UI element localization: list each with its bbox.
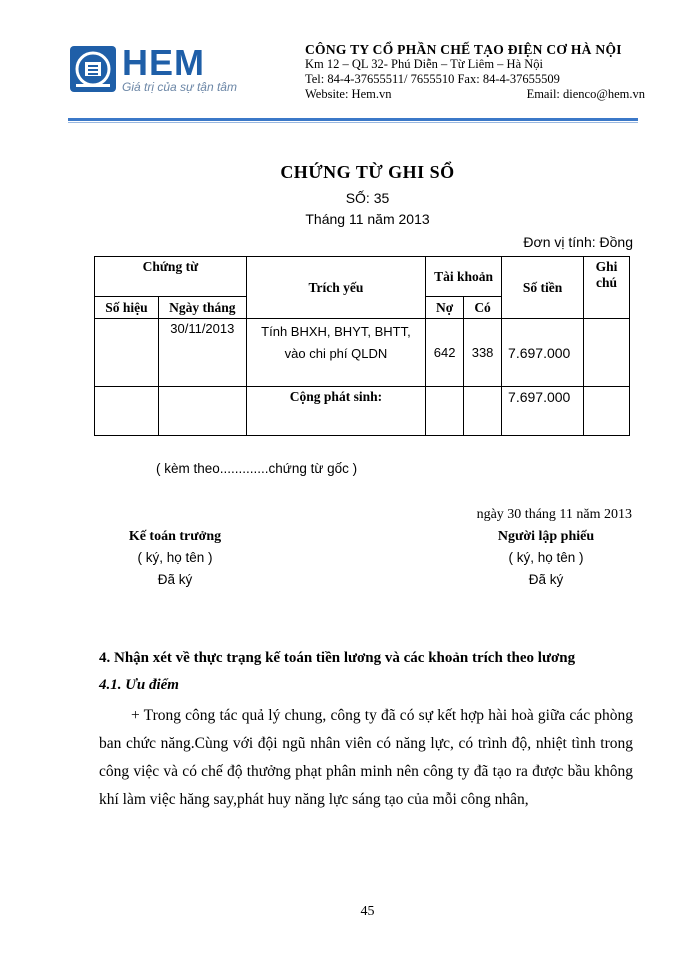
cell-note	[584, 319, 630, 387]
signature-sub: ( ký, họ tên )	[137, 550, 213, 565]
cell-credit: 338	[464, 319, 502, 387]
signature-status: Đã ký	[157, 572, 193, 587]
cell-empty	[158, 387, 246, 436]
signature-title: Kế toán trưởng	[128, 529, 222, 544]
signature-preparer	[466, 527, 626, 591]
company-phone: Tel: 84-4-37655511/ 7655510 Fax: 84-4-37655509	[305, 72, 560, 86]
document-title: CHỨNG TỪ GHI SỔ	[280, 162, 455, 182]
subsection-heading: 4.1. Ưu điểm	[99, 677, 179, 693]
company-website: Website: Hem.vn	[305, 87, 392, 101]
signature-chief-accountant	[100, 527, 250, 591]
table-header-row	[95, 257, 630, 297]
document-period: Tháng 11 năm 2013	[305, 211, 430, 227]
header-credit: Có	[464, 297, 502, 319]
ledger-table	[94, 256, 630, 436]
header-rule-thin	[68, 122, 638, 123]
cell-voucher-no	[95, 319, 159, 387]
header-description: Trích yếu	[246, 257, 425, 319]
header-note: Ghi chú	[584, 257, 630, 319]
company-address: Km 12 – QL 32- Phú Diễn – Từ Liêm – Hà Nội	[305, 57, 544, 71]
cell-empty	[584, 387, 630, 436]
signature-sub: ( ký, họ tên )	[508, 550, 584, 565]
logo-badge-icon	[70, 46, 116, 92]
section-heading: 4. Nhận xét về thực trạng kế toán tiền lương và các khoản trích theo lương	[99, 650, 576, 666]
header-rule	[68, 118, 638, 121]
header-voucher-no: Số hiệu	[95, 297, 159, 319]
cell-empty	[95, 387, 159, 436]
company-web-row	[305, 87, 645, 102]
cell-amount: 7.697.000	[502, 319, 584, 387]
header-account: Tài khoản	[426, 257, 502, 297]
table-row	[95, 319, 630, 387]
company-info	[305, 42, 645, 102]
total-label: Cộng phát sinh:	[246, 387, 425, 436]
company-email: Email: dienco@hem.vn	[526, 87, 645, 101]
header-voucher-date: Ngày tháng	[158, 297, 246, 319]
cell-empty	[426, 387, 464, 436]
header-voucher: Chứng từ	[95, 257, 247, 297]
company-logo	[70, 44, 250, 100]
page-number: 45	[360, 904, 375, 919]
body-paragraph	[99, 702, 633, 814]
header-debit: Nợ	[426, 297, 464, 319]
cell-debit: 642	[426, 319, 464, 387]
header-amount: Số tiền	[502, 257, 584, 319]
signature-status: Đã ký	[528, 572, 564, 587]
cell-empty	[464, 387, 502, 436]
currency-unit: Đơn vị tính: Đồng	[523, 234, 633, 250]
company-name: CÔNG TY CỔ PHẦN CHẾ TẠO ĐIỆN CƠ HÀ NỘI	[305, 42, 622, 57]
document-number: SỐ: 35	[345, 190, 390, 206]
signature-title: Người lập phiếu	[497, 529, 595, 544]
cell-description: Tính BHXH, BHYT, BHTT, vào chi phí QLDN	[246, 319, 425, 387]
signature-date: ngày 30 tháng 11 năm 2013	[476, 507, 632, 522]
logo-tagline: Giá trị của sự tận tâm	[122, 80, 237, 94]
logo-wordmark: HEM	[122, 42, 205, 83]
paragraph-text: + Trong công tác quả lý chung, công ty đã có sự kết hợp hài hoà giữa các phòng ban chức năng.Cùng với đội ngũ nhân viên có năng lực, có trình độ, nhiệt tình trong công việc và có chế độ thưởng phạt phân minh nên công ty đã tạo ra được bầu không khí làm việc hăng say,phát huy năng lực sáng tạo của mỗi công nhân,	[99, 707, 633, 808]
table-total-row	[95, 387, 630, 436]
total-amount: 7.697.000	[502, 387, 584, 436]
attached-note: ( kèm theo.............chứng từ gốc )	[156, 461, 358, 476]
cell-voucher-date: 30/11/2013	[158, 319, 246, 387]
